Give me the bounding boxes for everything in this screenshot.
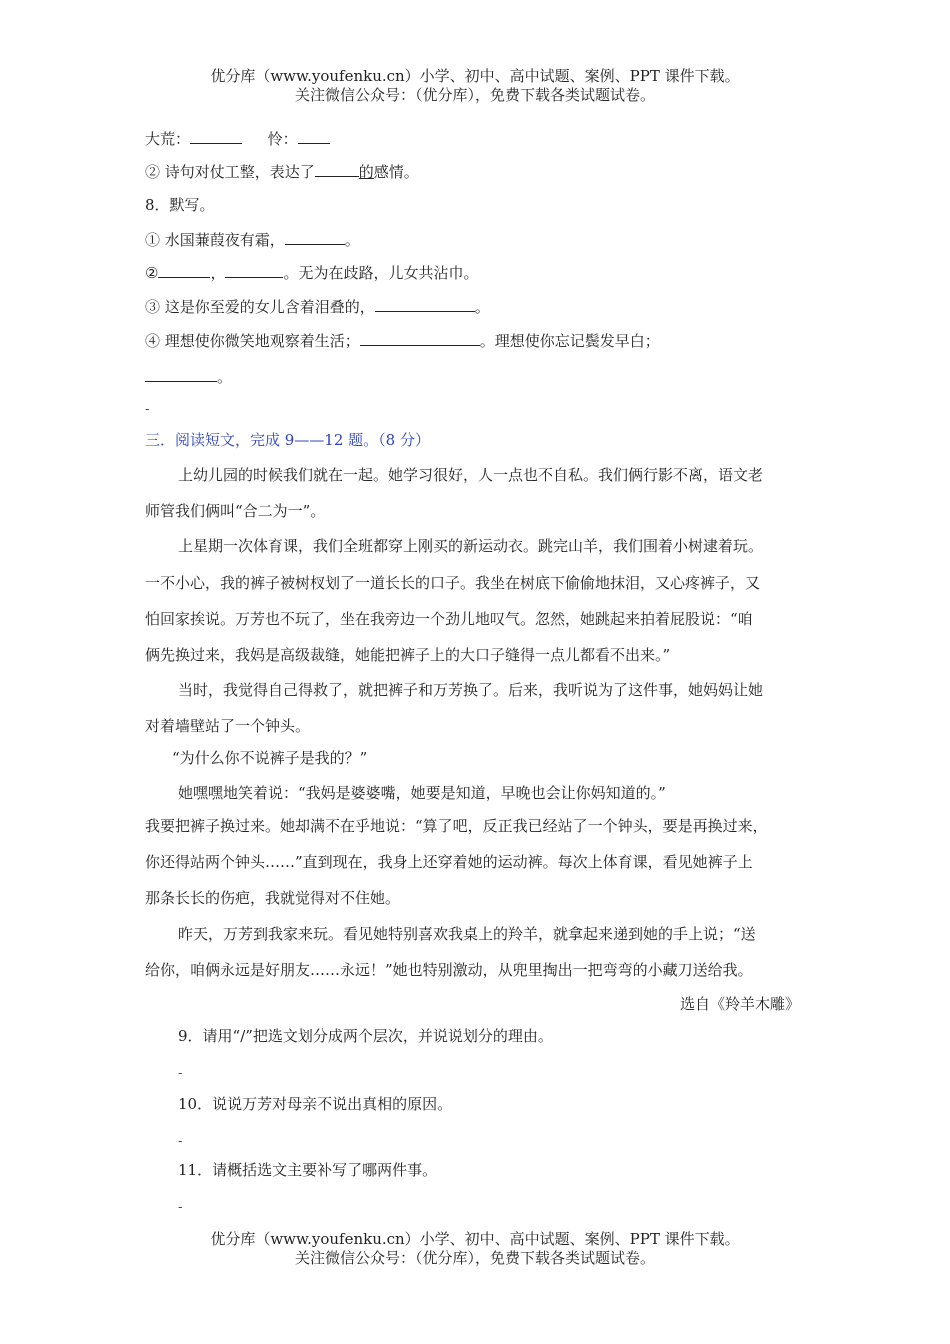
q8-title: 8．默写。 (145, 196, 215, 214)
footer-line-1: 优分库（www.youfenku.cn）小学、初中、高中试题、案例、PPT 课件下载。 (210, 1230, 740, 1248)
passage-p7-a: 昨天，万芳到我家来玩。看见她特别喜欢我桌上的羚羊，就拿起来递到她的手上说；“送 (178, 925, 756, 943)
footer-line-2: 关注微信公众号：（优分库），免费下载各类试题试卷。 (294, 1249, 655, 1267)
passage-p2-b: 一不小心，我的裤子被树杈划了一道长长的口子。我坐在树底下偷偷地抹泪，又心疼裤子，又 (145, 574, 761, 592)
header-line-2: 关注微信公众号：（优分库），免费下载各类试题试卷。 (294, 86, 655, 104)
dash-4: - (178, 1200, 183, 1215)
section-3-title: 三．阅读短文，完成 9——12 题。（8 分） (145, 431, 430, 449)
passage-source: 选自《羚羊木雕》 (679, 995, 800, 1013)
q8-l2-comma: ， (210, 264, 226, 282)
dahuang-label: 大荒： (145, 130, 191, 148)
question-10: 10．说说万芳对母亲不说出真相的原因。 (178, 1095, 453, 1113)
q7-blanks-line (145, 128, 330, 149)
q8-line-2 (145, 262, 478, 283)
dash-3: - (178, 1134, 183, 1149)
q8-l4-blank[interactable] (360, 330, 480, 346)
passage-p6-a: 我要把裤子换过来。她却满不在乎地说：“算了吧，反正我已经站了一个钟头，要是再换过来， (145, 817, 768, 835)
dash-1: - (145, 402, 150, 417)
q8-l4-text-b: 。理想使你忘记鬓发早白； (479, 332, 660, 350)
passage-p6-c: 那条长长的伤疤，我就觉得对不住她。 (145, 889, 401, 907)
passage-p1-b: 师管我们俩叫“合二为一”。 (145, 502, 326, 520)
q8-l3-blank[interactable] (375, 296, 475, 312)
passage-p2-c: 怕回家挨说。万芳也不玩了，坐在我旁边一个劲儿地叹气。忽然，她跳起来拍着屁股说：“咱 (145, 610, 753, 628)
q8-line-1 (145, 229, 360, 250)
q8-l1-end: 。 (344, 231, 360, 249)
q8-l3-end: 。 (474, 298, 490, 316)
q8-l1-text: ① 水国蒹葭夜有霜， (145, 231, 285, 249)
passage-p5: 她嘿嘿地笑着说：“我妈是婆婆嘴，她要是知道，早晚也会让你妈知道的。” (178, 784, 666, 802)
passage-p3-b: 对着墙壁站了一个钟头。 (145, 717, 311, 735)
q8-l2-num: ② (145, 264, 159, 282)
q8-l5-blank[interactable] (145, 366, 217, 382)
q7-sub2 (145, 161, 419, 182)
lian-label: 怜： (267, 130, 298, 148)
q7-sub2-blank[interactable] (315, 161, 359, 177)
passage-p2-a: 上星期一次体育课，我们全班都穿上刚买的新运动衣。跳完山羊，我们围着小树逮着玩。 (178, 537, 764, 555)
passage-p7-b: 给你，咱俩永远是好朋友……永远！”她也特别激动，从兜里掏出一把弯弯的小藏刀送给我。 (145, 961, 753, 979)
lian-blank[interactable] (298, 128, 330, 144)
passage-p2-d: 俩先换过来，我妈是高级裁缝，她能把裤子上的大口子缝得一点儿都看不出来。” (145, 646, 671, 664)
q8-l4-text: ④ 理想使你微笑地观察着生活； (145, 332, 360, 350)
q8-line-3 (145, 296, 490, 317)
question-11: 11．请概括选文主要补写了哪两件事。 (178, 1161, 438, 1179)
passage-p3-a: 当时，我觉得自己得救了，就把裤子和万芳换了。后来，我听说为了这件事，她妈妈让她 (178, 681, 764, 699)
q8-l2-blank-2[interactable] (225, 262, 283, 278)
q8-line-5 (145, 366, 232, 387)
header-line-1: 优分库（www.youfenku.cn）小学、初中、高中试题、案例、PPT 课件下载。 (210, 67, 740, 85)
q7-sub2-text-a: ② 诗句对仗工整，表达了 (145, 163, 315, 181)
passage-p4: “为什么你不说裤子是我的？” (172, 749, 368, 767)
q8-line-4 (145, 330, 660, 351)
question-9: 9．请用“/”把选文划分成两个层次，并说说划分的理由。 (178, 1027, 553, 1045)
dash-2: - (178, 1066, 183, 1081)
q7-sub2-text-b: 感情。 (373, 163, 419, 181)
q7-sub2-underlined: 的 (358, 163, 374, 181)
q8-l2-blank-1[interactable] (158, 262, 210, 278)
passage-p1-a: 上幼儿园的时候我们就在一起。她学习很好，人一点也不自私。我们俩行影不离，语文老 (178, 466, 764, 484)
passage-p6-b: 你还得站两个钟头……”直到现在，我身上还穿着她的运动裤。每次上体育课，看见她裤子上 (145, 853, 753, 871)
q8-l1-blank[interactable] (285, 229, 345, 245)
q8-l2-text: 。无为在歧路，儿女共沾巾。 (283, 264, 479, 282)
q8-l3-text: ③ 这是你至爱的女儿含着泪叠的， (145, 298, 375, 316)
q8-l5-end: 。 (217, 368, 233, 386)
dahuang-blank[interactable] (190, 128, 242, 144)
